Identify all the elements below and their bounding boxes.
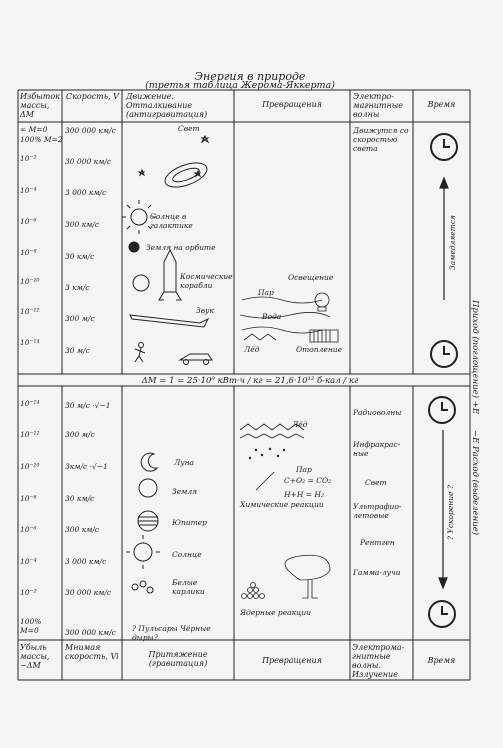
arrow-label-slows: Замедляется xyxy=(448,214,457,270)
mass-bottom-2: 10⁻¹⁰ xyxy=(20,462,40,471)
mass-top-3: 10⁻⁴ xyxy=(20,186,37,195)
header-motion: Движение. Отталкивание (антигравитация) xyxy=(126,92,208,119)
mass-top-1: 100% M=2 xyxy=(20,135,63,144)
formula: ΔM = 1 = 25·10⁹ кВт·ч / кг = 21,6·10¹² б-кал / кг xyxy=(141,376,359,386)
speed-bottom-0: 30 м/с ·√−1 xyxy=(65,401,111,410)
speed-top-2: 3 000 км/с xyxy=(65,188,107,197)
mass-bottom-5: 10⁻⁴ xyxy=(20,557,37,566)
wave-radio: Радиоволны xyxy=(353,408,402,417)
motion-spaceships: Космические корабли xyxy=(180,272,233,290)
speed-top-6: 300 м/с xyxy=(65,314,95,323)
motion-sun-galaxy: Солнце в галактике xyxy=(150,212,193,230)
speed-top-5: 3 км/с xyxy=(65,283,90,292)
motion-sun: Солнце xyxy=(172,550,202,559)
trans-lighting: Освещение xyxy=(288,273,334,282)
motion-pulsars: ? Пульсары Чёрные дыры? xyxy=(132,624,211,642)
speed-bottom-5: 3 000 км/с xyxy=(65,557,107,566)
wave-gamma: Гамма-лучи xyxy=(353,568,401,577)
speed-top-3: 300 км/с xyxy=(65,220,100,229)
clock-icon xyxy=(428,600,456,628)
footer-motion: Притяжение (гравитация) xyxy=(148,650,208,668)
motion-light: Свет xyxy=(178,124,200,133)
speed-bottom-7: 300 000 км/с xyxy=(65,628,116,637)
mass-bottom-1: 10⁻¹² xyxy=(20,430,40,439)
side-label-expense: −E Расход (выделение) xyxy=(470,430,480,536)
mass-bottom-7: 100% M=0 xyxy=(20,617,42,635)
mass-bottom-0: 10⁻¹⁴ xyxy=(20,399,40,408)
mass-top-8: 10⁻¹⁴ xyxy=(20,338,40,347)
footer-transformations: Превращения xyxy=(262,656,322,665)
speed-bottom-4: 300 км/с xyxy=(65,525,100,534)
speed-top-0: 300 000 км/с xyxy=(65,126,116,135)
header-waves: Электро-магнитные волны xyxy=(353,92,403,119)
motion-sound: Звук xyxy=(196,306,214,315)
mass-top-7: 10⁻¹² xyxy=(20,307,40,316)
clock-icon xyxy=(428,396,456,424)
mass-top-6: 10⁻¹⁰ xyxy=(20,277,40,286)
wave-ultraviolet: Ультрафио-летовые xyxy=(353,502,402,520)
mass-bottom-4: 10⁻⁶ xyxy=(20,525,37,534)
trans-steam-bottom: Пар xyxy=(296,465,312,474)
wave-xray: Рентген xyxy=(360,538,395,547)
trans-ice: Лёд xyxy=(244,345,260,354)
header-transformations: Превращения xyxy=(262,100,322,109)
speed-bottom-2: 3км/с ·√−1 xyxy=(65,462,108,471)
side-label-income: Приход (поглощение) +E xyxy=(470,300,480,415)
motion-jupiter: Юпитер xyxy=(172,518,207,527)
motion-earth: Земля xyxy=(172,487,198,496)
trans-water: Вода xyxy=(262,312,282,321)
wave-infrared: Инфракрас-ные xyxy=(353,440,401,458)
page-title: Энергия в природе xyxy=(194,70,306,83)
footer-mass: Убыль массы, −ΔМ xyxy=(20,643,50,670)
trans-chemical: Химические реакции xyxy=(240,500,324,509)
mass-top-0: ∞ M=0 xyxy=(20,125,48,134)
mass-bottom-6: 10⁻² xyxy=(20,588,37,597)
speed-bottom-1: 300 м/с xyxy=(65,430,95,439)
motion-moon: Луна xyxy=(174,458,195,467)
speed-bottom-6: 30 000 км/с xyxy=(65,588,112,597)
footer-time: Время xyxy=(427,656,456,665)
trans-nuclear: Ядерные реакции xyxy=(240,608,312,617)
speed-top-4: 30 км/с xyxy=(65,252,95,261)
page-subtitle: (третья таблица Жерома-Яккерта) xyxy=(145,80,335,91)
footer-speed: Мнимая скорость, Vi xyxy=(65,643,119,661)
trans-h2: H+H = H₂ xyxy=(284,490,324,499)
trans-ice-bottom: Лёд xyxy=(292,420,308,429)
arrow-label-accelerates: ? Ускорение ? xyxy=(446,485,455,540)
clock-icon xyxy=(430,340,458,368)
motion-white-dwarfs: Белые карлики xyxy=(172,578,205,596)
motion-earth-orbit: Земля на орбите xyxy=(146,243,216,252)
trans-steam: Пар xyxy=(258,288,274,297)
speed-bottom-3: 30 км/с xyxy=(65,494,95,503)
speed-top-1: 30 000 км/с xyxy=(65,157,112,166)
mass-top-5: 10⁻⁸ xyxy=(20,248,37,257)
header-time: Время xyxy=(427,100,456,109)
speed-top-7: 30 м/с xyxy=(65,346,90,355)
trans-co2: C+O₂ = CO₂ xyxy=(284,476,332,485)
footer-waves: Электрома-гнитные волны. Излучение xyxy=(352,643,405,679)
mass-top-4: 10⁻⁶ xyxy=(20,217,37,226)
waves-top: Движутся со скоростью света xyxy=(353,126,409,153)
header-speed: Скорость, V xyxy=(66,92,119,101)
clock-icon xyxy=(430,133,458,161)
wave-light: Свет xyxy=(365,478,387,487)
mass-top-2: 10⁻² xyxy=(20,154,37,163)
header-mass: Избыток массы, ΔМ xyxy=(20,92,60,119)
trans-heating: Отопление xyxy=(296,345,343,354)
mass-bottom-3: 10⁻⁸ xyxy=(20,494,37,503)
